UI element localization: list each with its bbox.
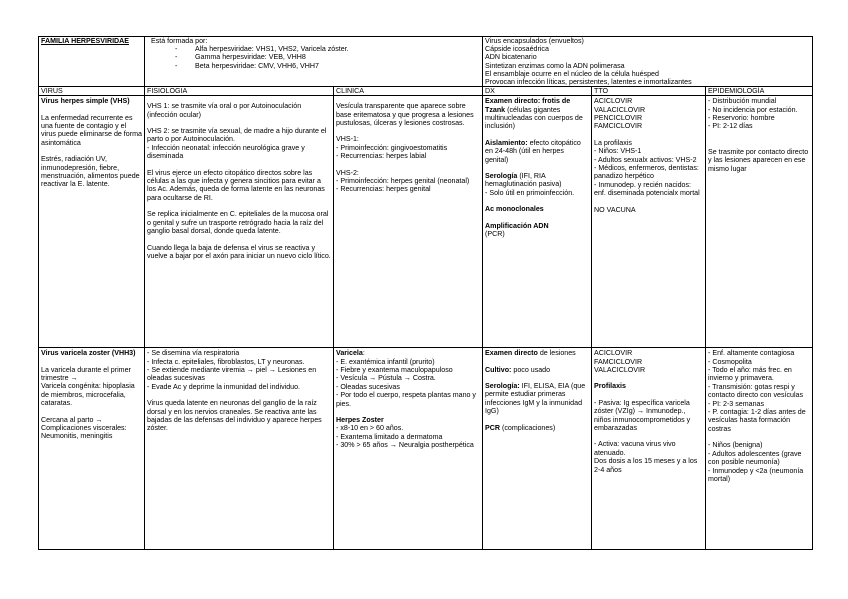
column-header-fisiologia: FISIOLOGIA <box>145 87 334 96</box>
vhs-fisiologia-p5: Cuando llega la baja de defensa el virus se reactiva y vuelve a bajar por el axón para iniciar un nuevo ciclo lítico. <box>147 243 331 260</box>
family-item-alfa: - Alfa herpesviridae: VHS1, VHS2, Varicela zóster. <box>175 45 349 54</box>
characteristic-5: El ensamblaje ocurre en el núcleo de la célula huésped <box>485 69 659 78</box>
vhs-virus-name: Virus herpes simple (VHS) <box>41 97 130 106</box>
column-header-clinica: CLINICA <box>334 87 483 96</box>
vhs-virus-note-2: Estrés, radiación UV, inmunodepresión, fiebre, menstruación, alimentos puede reactivar la E. latente. <box>41 155 140 189</box>
vhs-clinica-cell <box>334 96 483 348</box>
family-characteristics-cell <box>483 37 813 87</box>
vhs-clinica-p3: VHS-2: - Primoinfección: herpes genital (neonatal) - Recurrencias: herpes genital <box>336 168 470 194</box>
herpesviridae-table <box>38 36 813 550</box>
vvz-fisiologia-p1: - Se disemina vía respiratoria - Infecta c. epiteliales, fibroblastos, LT y neuronas. - Se extiende mediante viremia → piel → Lesiones en oleadas sucesivas - Evade Ac y deprime la inmunidad del individuo. <box>147 349 317 391</box>
characteristic-1: Virus encapsulados (envueltos) <box>485 37 584 45</box>
vhs-fisiologia-p2: VHS 2: se trasmite vía sexual, de madre a hijo durante el parto o por Autoinoculación. - Infección neonatal: infección neurológica grave y diseminada <box>147 127 327 161</box>
family-item-beta: - Beta herpesviridae: CMV, VHH6, VHH7 <box>175 61 319 70</box>
vhs-tto-cell <box>592 96 706 348</box>
vvz-dx-cell <box>483 348 592 550</box>
vvz-clinica-cell <box>334 348 483 550</box>
characteristic-4: Sintetizan enzimas como la ADN polimerasa <box>485 61 625 70</box>
characteristic-3: ADN bicatenario <box>485 53 537 62</box>
vhs-fisiologia-p1: VHS 1: se trasmite vía oral o por Autoinoculación (infección ocular) <box>147 102 302 119</box>
column-header-row <box>39 87 813 96</box>
vvz-dx-serologia: Serología: IFI, ELISA, EIA (que permite estudiar primeras infecciones IgM y la inmunidad IgG) <box>485 382 586 416</box>
vhs-dx-amplificacion: Amplificación ADN (PCR) <box>485 221 549 239</box>
vhs-fisiologia-p3: El virus ejerce un efecto citopático directos sobre las células a las que infecta y genera sincitios para evitar a los Ac. Además, queda de forma latente en las neuronas para ocultarse de RI. <box>147 168 325 202</box>
vvz-tto-activa: - Activa: vacuna virus vivo atenuado. Dos dosis a los 15 meses y a los 2-4 años <box>594 440 698 474</box>
vhs-epidemiologia-p2: Se trasmite por contacto directo y las lesiones aparecen en ese mismo lugar <box>708 147 809 173</box>
vhs-epidemiologia-cell <box>706 96 813 348</box>
family-title-cell <box>39 37 145 87</box>
vvz-clinica-varicela: Varicela: - E. exantémica infantil (prurito) - Fiebre y exantema maculopapuloso - Vesícula → Pústula → Costra. - Oleadas sucesivas - Por todo el cuerpo, respeta plantas mano y pies. <box>336 349 476 408</box>
vvz-epidemiologia-p1: - Enf. altamente contagiosa - Cosmopolita - Todo el año: más frec. en invierno y primavera. - Transmisión: gotas respi y contacto directo con vesículas - PI: 2-3 semanas - P. contagia: 1-2 días antes de vesículas hasta formación costras <box>708 349 806 433</box>
column-header-virus: VIRUS <box>39 87 145 96</box>
family-header-row <box>39 37 813 87</box>
vvz-clinica-zoster: Herpes Zoster - x8-10 en > 60 años. - Exantema limitado a dermatoma - 30% > 65 años → Neuralgia postherpética <box>336 416 474 450</box>
column-header-epidemiologia: EPIDEMIOLOGÍA <box>706 87 813 96</box>
characteristic-2: Cápside icosaédrica <box>485 45 549 54</box>
vvz-dx-pcr: PCR (complicaciones) <box>485 423 556 432</box>
vhs-fisiologia-p4: Se replica inicialmente en C. epiteliales de la mucosa oral o genital y sufre un trasporte retrógrado hacia la raíz del ganglio basal dorsal, donde queda latente. <box>147 210 329 236</box>
family-item-gamma: - Gamma herpesviridae: VEB, VHH8 <box>175 53 306 62</box>
vvz-epidemiologia-cell <box>706 348 813 550</box>
vhs-fisiologia-cell <box>145 96 334 348</box>
vvz-virus-note-2: Cercana al parto → Complicaciones viscerales: Neumonitis, meningitis <box>41 415 127 441</box>
vhs-dx-ac: Ac monoclonales <box>485 205 544 214</box>
vhs-tto-drugs: ACICLOVIR VALACICLOVIR PENCICLOVIR FAMCICLOVIR <box>594 97 646 131</box>
family-title: FAMILIA HERPESVIRIDAE <box>41 37 130 45</box>
vvz-virus-note-1: La varicela durante el primer trimestre → Varicela congénita: hipoplasia de miembros, microcefalia, cataratas. <box>41 365 135 408</box>
table-row-vhs <box>39 96 813 348</box>
vvz-tto-cell <box>592 348 706 550</box>
vhs-tto-profilaxis: La profilaxis - Niños: VHS-1 - Adultos sexualx activos: VHS-2 - Médicos, enfermeros, dentistas: panadizo herpético - Inmunodep. y recién nacidos: enf. diseminada potencialx mortal <box>594 138 700 198</box>
vhs-dx-serologia: Serología (IFI, RIA hemaglutinación pasiva) - Solo útil en primoinfección. <box>485 172 575 197</box>
vhs-tto-vacuna: NO VACUNA <box>594 205 636 214</box>
vhs-virus-cell <box>39 96 145 348</box>
column-header-tto: TTO <box>592 87 706 96</box>
vvz-tto-profilaxis-title: Profilaxis <box>594 382 626 391</box>
vvz-epidemiologia-p2: - Niños (benigna) - Adultos adolescentes (grave con posible neumonía) - Inmunodep y <2a (neumonía mortal) <box>708 441 804 483</box>
family-intro: Está formada por: <box>151 37 208 45</box>
vhs-epidemiologia-p1: - Distribución mundial - No incidencia por estación. - Reservorio: hombre - PI: 2-12 días <box>708 97 798 131</box>
characteristic-6: Provocan infección líticas, persistentes, latentes e inmortalizantes <box>485 78 692 87</box>
vvz-fisiologia-cell <box>145 348 334 550</box>
vvz-dx-cultivo: Cultivo: poco usado <box>485 365 551 374</box>
vhs-dx-aislamiento: Aislamiento: efecto citopático en 24-48h (útil en herpes genital) <box>485 138 581 164</box>
vhs-dx-examen: Examen directo: frotis de Tzank (células gigantes multinucleadas con cuerpos de inclusión) <box>485 97 583 131</box>
vvz-fisiologia-p2: Virus queda latente en neuronas del ganglio de la raíz dorsal y en los nervios craneales. Se reactiva ante las bajadas de las defensas del individuo y aparece herpes zóster. <box>147 399 322 433</box>
vvz-virus-name: Virus varicela zoster (VHH3) <box>41 349 136 358</box>
table-row-vvz <box>39 348 813 550</box>
vvz-tto-pasiva: - Pasiva: Ig específica varicela zóster (VZIg) → Inmunodep., niños inmunocomprometidos y embarazadas <box>594 398 691 433</box>
vvz-dx-examen: Examen directo de lesiones <box>485 349 576 358</box>
vhs-virus-note-1: La enfermedad recurrente es una fuente de contagio y el virus puede eliminarse de forma asintomática <box>41 113 142 147</box>
vhs-clinica-p2: VHS-1: - Primoinfección: gingivoestomatitis - Recurrencias: herpes labial <box>336 135 448 161</box>
column-header-dx: DX <box>483 87 592 96</box>
vhs-clinica-p1: Vesícula transparente que aparece sobre base eritematosa y que progresa a lesiones pustulosas, úlceras y lesiones costrosas. <box>336 102 474 128</box>
vvz-tto-drugs: ACICLOVIR FAMCICLOVIR VALACICLOVIR <box>594 349 646 375</box>
vvz-virus-cell <box>39 348 145 550</box>
family-intro-cell <box>145 37 483 87</box>
vhs-dx-cell <box>483 96 592 348</box>
